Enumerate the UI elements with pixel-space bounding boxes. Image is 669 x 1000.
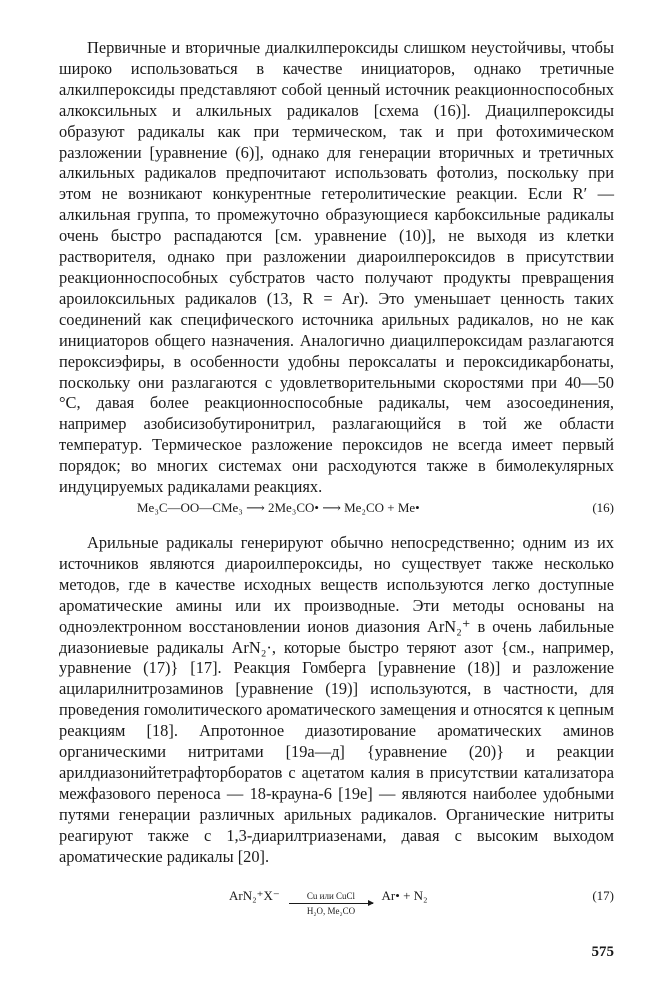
page-number: 575: [591, 944, 614, 960]
equation-number: (16): [592, 500, 614, 515]
paragraph-text: Первичные и вторичные диалкилпероксиды слишком неустойчивы, чтобы широко использоваться в качестве инициаторов, однако третичные алкилпероксиды представляют собой ценный источник реакционноспособных алкоксильных и алкильных радикалов [схема (16)]. Диацилпероксиды образуют радикалы как при термическом, так и при фотохимическом разложении [уравнение (6)], однако для генерации вторичных и третичных алкильных радикалов предпочитают использовать фотолиз, поскольку при этом не возникают конкурентные гетеролитические реакции. Если R′ — алкильная группа, то промежуточно образующиеся карбоксильные радикалы очень быстро распадаются [см. уравнение (10)], не выходя из клетки растворителя, однако при разложении диароилпероксидов в присутствии реакционноспособных субстратов часто получают продукты превращения ароилоксильных радикалов (13, R = Ar). Это уменьшает ценность таких соединений как специфического источника арильных радикалов, но не как инициаторов общего назначения. Аналогично диацилпероксидам разлагаются пероксиэфиры, в особенности удобны пероксалаты и пероксидикарбонаты, поскольку они разлагаются с удовлетворительными скоростями при 40—50 °С, давая более реакционноспособные радикалы, чем азосоединения, например азобисизобутиронитрил, разлагающийся в той же области температур. Термическое разложение пероксидов не всегда имеет первый порядок; во многих системах они расходуются также в бимолекулярных индуцируемых радикалами реакциях.: [59, 38, 614, 497]
equation-17: [59, 872, 614, 916]
equation-reactant: ArN₂⁺X⁻: [229, 888, 280, 903]
reaction-arrow: [289, 891, 373, 916]
equation-16: [59, 498, 614, 520]
equation-products: Ar• + N₂: [381, 888, 428, 903]
paragraph-text: Арильные радикалы генерируют обычно непосредственно; одним из их источников являются диароилпероксиды, но существует также несколько методов, где в качестве исходных веществ используются легко доступные ароматические амины или их производные. Эти методы основаны на одноэлектронном восстановлении ионов диазония ArN₂⁺ в очень лабильные диазониевые радикалы ArN₂·, которые быстро теряют азот {см., например, уравнение (17)} [17]. Реакция Гомберга [уравнение (18)] и разложение ациларилнитрозаминов [уравнение (19)] используются, в частности, для проведения гомолитического ароматического замещения и относятся к цепным реакциям [18]. Апротонное диазотирование ароматических аминов органическими нитритами [19а—д] {уравнение (20)} и реакции арилдиазонийтетрафторборатов с ацетатом калия в присутствии катализатора межфазового переноса — 18-крауна-6 [19е] — являются наиболее удобными путями генерации различных арильных радикалов. Органические нитриты реагируют также с 1,3-диарилтриазенами, давая с высоким выходом ароматические радикалы [20].: [59, 533, 614, 866]
arrow-icon: [289, 903, 373, 904]
arrow-condition-above: Cu или CuCl: [306, 891, 356, 901]
paragraph-aryl-radicals: [59, 533, 614, 868]
equation-body: [229, 888, 428, 916]
paragraph-peroxides: [59, 38, 614, 498]
equation-body: Me₃C—OO—CMe₃ ⟶ 2Me₃CO• ⟶ Me₂CO + Me•: [137, 500, 420, 515]
arrow-condition-below: H₂O, Me₂CO: [306, 906, 356, 916]
equation-number: (17): [592, 888, 614, 903]
